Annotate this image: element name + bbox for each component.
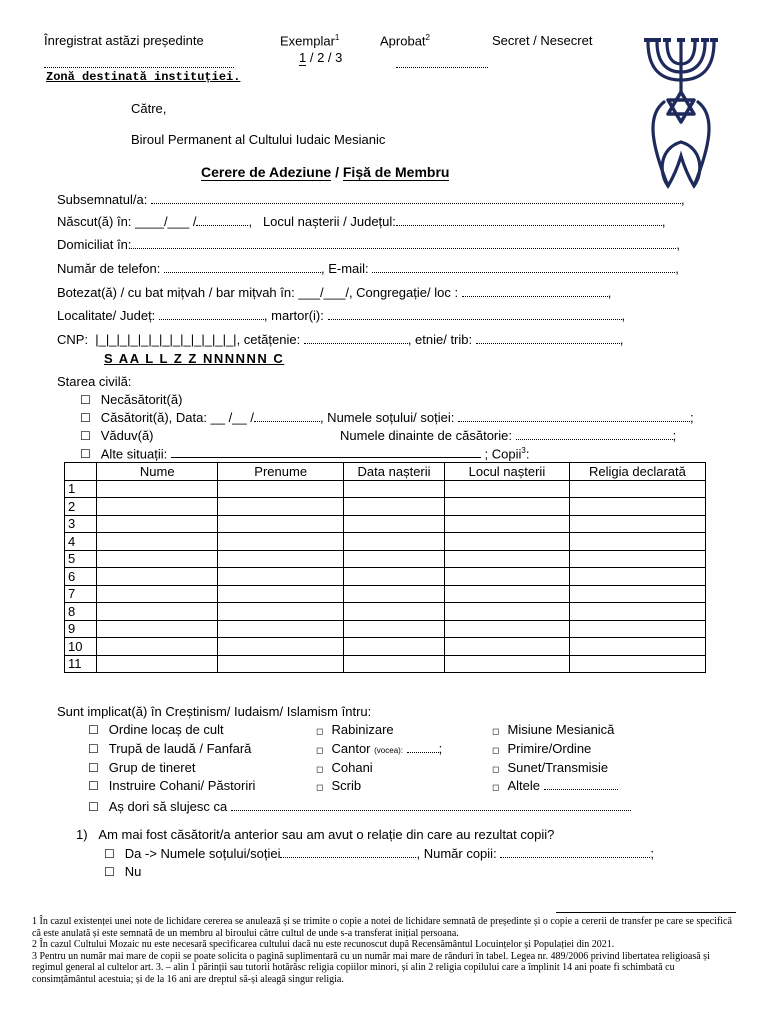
- footnote: 2 În cazul Cultului Mozaic nu este necesară specificarea cultului dacă nu este recunoscut după Recensământul Locuințelor și Populației din 2021.: [32, 939, 615, 951]
- table-cell[interactable]: [344, 568, 445, 586]
- table-cell[interactable]: [218, 585, 344, 603]
- civil-widow[interactable]: ☐ Văduv(ă): [80, 428, 154, 443]
- checkbox-icon[interactable]: ◻: [492, 782, 500, 792]
- involvement-option[interactable]: ◻ Sunet/Transmisie: [492, 760, 609, 775]
- secret-label: Secret / Nesecret: [492, 33, 593, 48]
- checkbox-icon[interactable]: ◻: [316, 745, 324, 755]
- footnote-separator: [556, 912, 736, 913]
- table-cell[interactable]: [218, 480, 344, 498]
- copy-current: 1: [299, 50, 307, 65]
- question-1-yes[interactable]: ☐ Da -> Numele soțului/soției , Număr copii: ;: [104, 846, 654, 861]
- table-header: Religia declarată: [569, 463, 705, 481]
- involvement-option[interactable]: ☐ Instruire Cohani/ Păstoriri: [88, 778, 256, 793]
- checkbox-icon[interactable]: ☐: [80, 393, 91, 407]
- table-cell[interactable]: [344, 515, 445, 533]
- civil-status-label: Starea civilă:: [57, 374, 132, 389]
- table-cell[interactable]: [344, 655, 445, 673]
- locality-row[interactable]: Localitate/ Județ: , martor(i): ,: [57, 308, 626, 323]
- table-cell[interactable]: [218, 603, 344, 621]
- menorah-star-fish-emblem-icon: [642, 30, 720, 192]
- checkbox-icon[interactable]: ☐: [88, 761, 99, 775]
- table-cell[interactable]: [569, 603, 705, 621]
- table-cell[interactable]: [344, 603, 445, 621]
- table-cell[interactable]: [444, 480, 569, 498]
- involvement-option[interactable]: ☐ Grup de tineret: [88, 760, 196, 775]
- row-number: 3: [65, 515, 97, 533]
- table-cell[interactable]: [444, 498, 569, 516]
- registered-field[interactable]: [44, 56, 234, 71]
- row-number: 4: [65, 533, 97, 551]
- checkbox-icon[interactable]: ☐: [88, 723, 99, 737]
- table-cell[interactable]: [444, 655, 569, 673]
- cnp-row[interactable]: CNP: |_|_|_|_|_|_|_|_|_|_|_|_|_|, cetățenie: , etnie/ trib: ,: [57, 332, 624, 347]
- checkbox-icon[interactable]: ☐: [88, 742, 99, 756]
- approved-field[interactable]: [396, 56, 488, 71]
- checkbox-icon[interactable]: ◻: [316, 764, 324, 774]
- table-cell[interactable]: [569, 585, 705, 603]
- checkbox-icon[interactable]: ◻: [316, 782, 324, 792]
- table-cell[interactable]: [97, 533, 218, 551]
- table-cell[interactable]: [569, 498, 705, 516]
- undersigned-row[interactable]: Subsemnatul/a: ,: [57, 192, 685, 207]
- table-row: [65, 585, 706, 603]
- question-1-no[interactable]: ☐ Nu: [104, 864, 142, 879]
- involvement-option[interactable]: ◻ Altele: [492, 778, 618, 793]
- involvement-label: Sunt implicat(ă) în Creștinism/ Iudaism/ Islamism întru:: [57, 704, 372, 719]
- table-row: [65, 638, 706, 656]
- row-number: 1: [65, 480, 97, 498]
- baptized-row[interactable]: Botezat(ă) / cu bat mițvah / bar mițvah în: ___/___/, Congregație/ loc : ,: [57, 285, 612, 300]
- involvement-option[interactable]: ◻ Misiune Mesianică: [492, 722, 615, 737]
- domicile-row[interactable]: Domiciliat în: ,: [57, 237, 681, 252]
- table-cell[interactable]: [444, 603, 569, 621]
- table-cell[interactable]: [444, 550, 569, 568]
- table-header-row: [65, 463, 706, 481]
- phone-email-row[interactable]: Număr de telefon: , E-mail: ,: [57, 261, 679, 276]
- recipient-office: Biroul Permanent al Cultului Iudaic Mesianic: [131, 132, 386, 147]
- row-number: 6: [65, 568, 97, 586]
- table-row: [65, 603, 706, 621]
- involvement-option[interactable]: ☐ Trupă de laudă / Fanfară: [88, 741, 252, 756]
- table-row: [65, 655, 706, 673]
- copy-label: Exemplar$^1$: [280, 33, 340, 49]
- table-cell[interactable]: [218, 638, 344, 656]
- involvement-option[interactable]: ◻ Primire/Ordine: [492, 741, 592, 756]
- table-cell[interactable]: [97, 585, 218, 603]
- table-cell[interactable]: [97, 568, 218, 586]
- row-number: 7: [65, 585, 97, 603]
- table-cell[interactable]: [97, 603, 218, 621]
- table-cell[interactable]: [218, 550, 344, 568]
- checkbox-icon[interactable]: ☐: [104, 847, 115, 861]
- involvement-option[interactable]: ◻ Cantor (vocea): ;: [316, 741, 443, 756]
- children-table: [64, 462, 706, 673]
- table-cell[interactable]: [344, 480, 445, 498]
- cnp-format: S AA L L Z Z NNNNNN C: [104, 351, 285, 366]
- civil-single[interactable]: ☐ Necăsătorit(ă): [80, 392, 183, 407]
- table-cell[interactable]: [569, 655, 705, 673]
- table-cell[interactable]: [444, 638, 569, 656]
- table-cell[interactable]: [344, 533, 445, 551]
- footnote: 1 În cazul existenței unei note de lichidare cererea se anulează și se trimite o copie a notei de lichidare semnată de președinte și o copie a cererii de transfer pe care se specifică că este anulată și este semnată de un membru al biroului către cultul de unde s-a transferat inițial persoana.: [32, 916, 732, 939]
- checkbox-icon[interactable]: ◻: [492, 745, 500, 755]
- table-cell[interactable]: [569, 638, 705, 656]
- table-row: [65, 480, 706, 498]
- table-cell[interactable]: [97, 550, 218, 568]
- title-part1: Cerere de Adeziune: [201, 164, 332, 180]
- row-number: 2: [65, 498, 97, 516]
- registered-label: Înregistrat astăzi președinte: [44, 33, 204, 48]
- checkbox-icon[interactable]: ◻: [492, 764, 500, 774]
- title-part2: Fișă de Membru: [342, 164, 450, 180]
- involvement-option[interactable]: ☐ Ordine locaș de cult: [88, 722, 224, 737]
- table-cell[interactable]: [444, 620, 569, 638]
- checkbox-icon[interactable]: ☐: [80, 447, 91, 462]
- checkbox-icon[interactable]: ☐: [88, 800, 99, 814]
- civil-other[interactable]: ☐ Alte situații: ; Copii$^3$:: [80, 446, 530, 462]
- table-header-num: [65, 463, 97, 481]
- table-cell[interactable]: [344, 638, 445, 656]
- table-cell[interactable]: [97, 655, 218, 673]
- civil-married[interactable]: ☐ Căsătorit(ă), Data: __ /__ / , Numele soțului/ soției: ;: [80, 410, 694, 425]
- question-1: 1) Am mai fost căsătorit/a anterior sau am avut o relație din care au rezultat copii?: [76, 827, 555, 842]
- table-cell[interactable]: [344, 620, 445, 638]
- involvement-option[interactable]: ◻ Rabinizare: [316, 722, 394, 737]
- row-number: 8: [65, 603, 97, 621]
- table-cell[interactable]: [444, 533, 569, 551]
- table-cell[interactable]: [97, 620, 218, 638]
- institution-zone: Zonă destinată instituției.: [46, 70, 241, 84]
- table-cell[interactable]: [97, 638, 218, 656]
- table-cell[interactable]: [97, 515, 218, 533]
- table-cell[interactable]: [569, 568, 705, 586]
- table-header: Data nașterii: [344, 463, 445, 481]
- table-cell[interactable]: [218, 655, 344, 673]
- footnotes: [32, 916, 737, 986]
- row-number: 11: [65, 655, 97, 673]
- row-number: 9: [65, 620, 97, 638]
- table-cell[interactable]: [569, 620, 705, 638]
- table-cell[interactable]: [444, 515, 569, 533]
- table-header: Nume: [97, 463, 218, 481]
- table-cell[interactable]: [218, 533, 344, 551]
- table-cell[interactable]: [218, 515, 344, 533]
- table-cell[interactable]: [569, 515, 705, 533]
- involvement-option[interactable]: ◻ Scrib: [316, 778, 362, 793]
- form-title: Cerere de Adeziune / Fișă de Membru: [201, 164, 450, 180]
- checkbox-icon[interactable]: ☐: [80, 429, 91, 443]
- table-cell[interactable]: [444, 585, 569, 603]
- checkbox-icon[interactable]: ◻: [316, 726, 324, 736]
- footnote: 3 Pentru un număr mai mare de copii se poate solicita o pagină suplimentară cu un număr mai mare de rânduri în tabel. Legea nr. 489/2006 privind libertatea religioasă și regimul general al cultelor art. 3. – alin 1 părinții sau tutorii hotărăsc religia copiilor minori, și alin 2 religia copilului care a împlinit 14 ani poate fi schimbată cu consimțământul acestuia; și de la 16 ani are dreptul să-și aleagă singur religia.: [32, 950, 710, 985]
- table-cell[interactable]: [344, 498, 445, 516]
- recipient-to: Către,: [131, 101, 167, 116]
- table-row: [65, 533, 706, 551]
- cnp-boxes[interactable]: |_|_|_|_|_|_|_|_|_|_|_|_|_|: [95, 332, 237, 347]
- table-header: Locul nașterii: [444, 463, 569, 481]
- table-cell[interactable]: [344, 585, 445, 603]
- table-row: [65, 568, 706, 586]
- checkbox-icon[interactable]: ◻: [492, 726, 500, 736]
- checkbox-icon[interactable]: ☐: [80, 411, 91, 425]
- serve-as-row[interactable]: ☐ Aș dori să slujesc ca: [88, 799, 631, 814]
- table-cell[interactable]: [97, 498, 218, 516]
- row-number: 10: [65, 638, 97, 656]
- table-cell[interactable]: [97, 480, 218, 498]
- approved-label: Aprobat$^2$: [380, 33, 430, 49]
- table-cell[interactable]: [218, 620, 344, 638]
- table-cell[interactable]: [569, 550, 705, 568]
- maiden-name-row[interactable]: Numele dinainte de căsătorie: ;: [340, 428, 677, 443]
- table-cell[interactable]: [569, 533, 705, 551]
- table-row: [65, 515, 706, 533]
- table-row: [65, 620, 706, 638]
- checkbox-icon[interactable]: ☐: [104, 865, 115, 879]
- row-number: 5: [65, 550, 97, 568]
- table-cell[interactable]: [218, 498, 344, 516]
- table-cell[interactable]: [218, 568, 344, 586]
- table-cell[interactable]: [344, 550, 445, 568]
- table-cell[interactable]: [569, 480, 705, 498]
- checkbox-icon[interactable]: ☐: [88, 779, 99, 793]
- table-header: Prenume: [218, 463, 344, 481]
- table-row: [65, 550, 706, 568]
- copy-numbers[interactable]: 1 / 2 / 3: [299, 50, 343, 65]
- table-row: [65, 498, 706, 516]
- table-cell[interactable]: [444, 568, 569, 586]
- born-row[interactable]: Născut(ă) în: ____/___ / , Locul nașterii / Județul: ,: [57, 214, 666, 229]
- involvement-option[interactable]: ◻ Cohani: [316, 760, 373, 775]
